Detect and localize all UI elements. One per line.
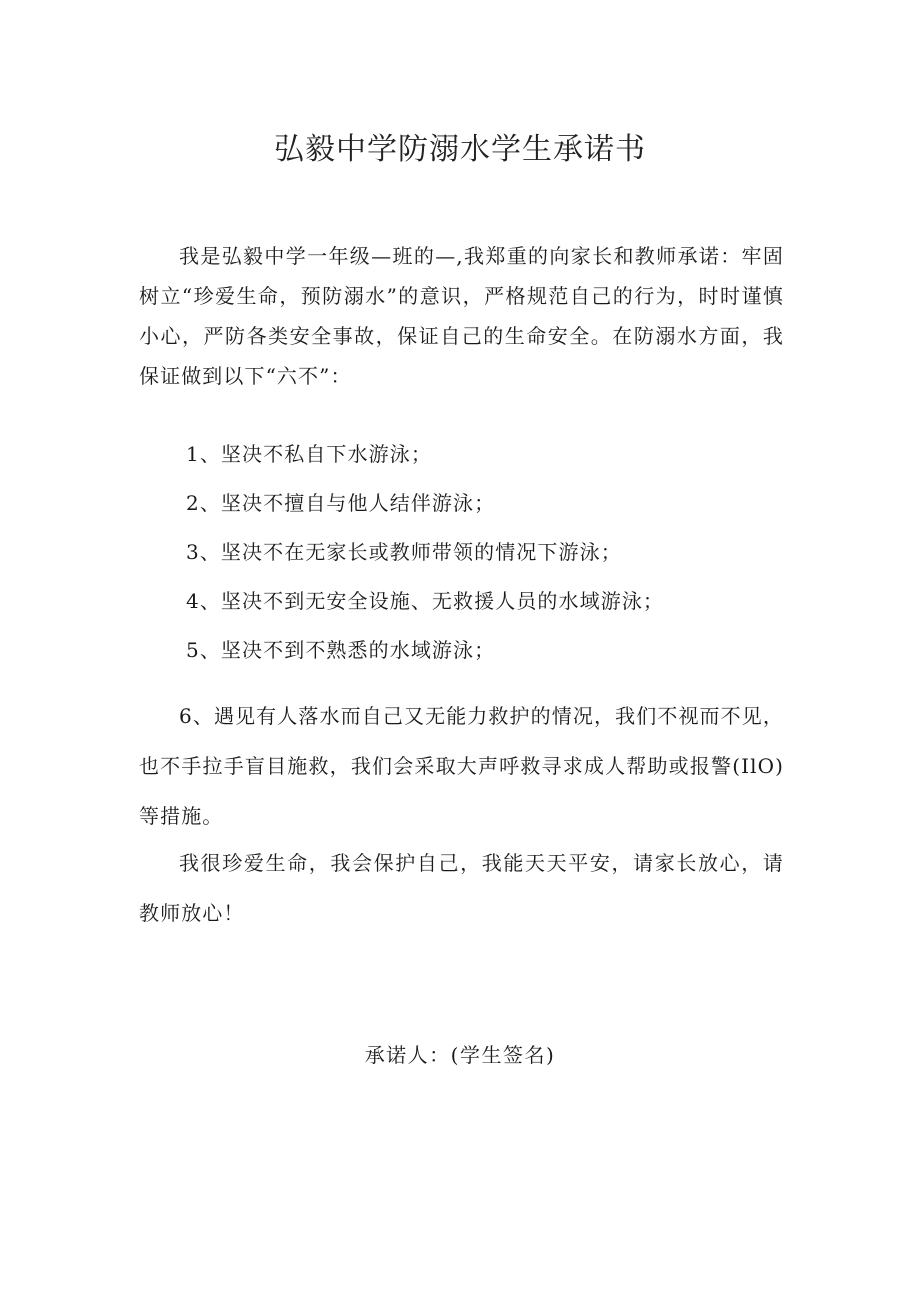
pledge-item-4: 4、坚决不到无安全设施、无救援人员的水域游泳； <box>186 589 665 613</box>
signature-line <box>0 1039 920 1071</box>
pledge-item-6: 6、遇见有人落水而自己又无能力救护的情况，我们不视而不见，也不手拉手盲目施救，我们会采取大声呼救寻求成人帮助或报警(IlO)等措施。 <box>139 704 784 828</box>
pledge-item-3: 3、坚决不在无家长或教师带领的情况下游泳； <box>186 540 622 564</box>
signature-label: 承诺人：(学生签名) <box>364 1043 556 1067</box>
document-title: 弘毅中学防溺水学生承诺书 <box>274 132 646 167</box>
pledge-item-1: 1、坚决不私自下水游泳； <box>186 442 432 466</box>
pledge-item-5: 5、坚决不到不熟悉的水域游泳； <box>186 638 496 662</box>
intro-paragraph: 我是弘毅中学一年级—班的—,我郑重的向家长和教师承诺：牢固树立“珍爱生命，预防溺水”的意识，严格规范自己的行为，时时谨慎小心，严防各类安全事故，保证自己的生命安全。在防溺水方面，我保证做到以下“六不”： <box>139 244 784 388</box>
closing-paragraph: 我很珍爱生命，我会保护自己，我能天天平安，请家长放心，请教师放心！ <box>139 851 784 925</box>
pledge-item-2: 2、坚决不擅自与他人结伴游泳； <box>186 491 496 515</box>
